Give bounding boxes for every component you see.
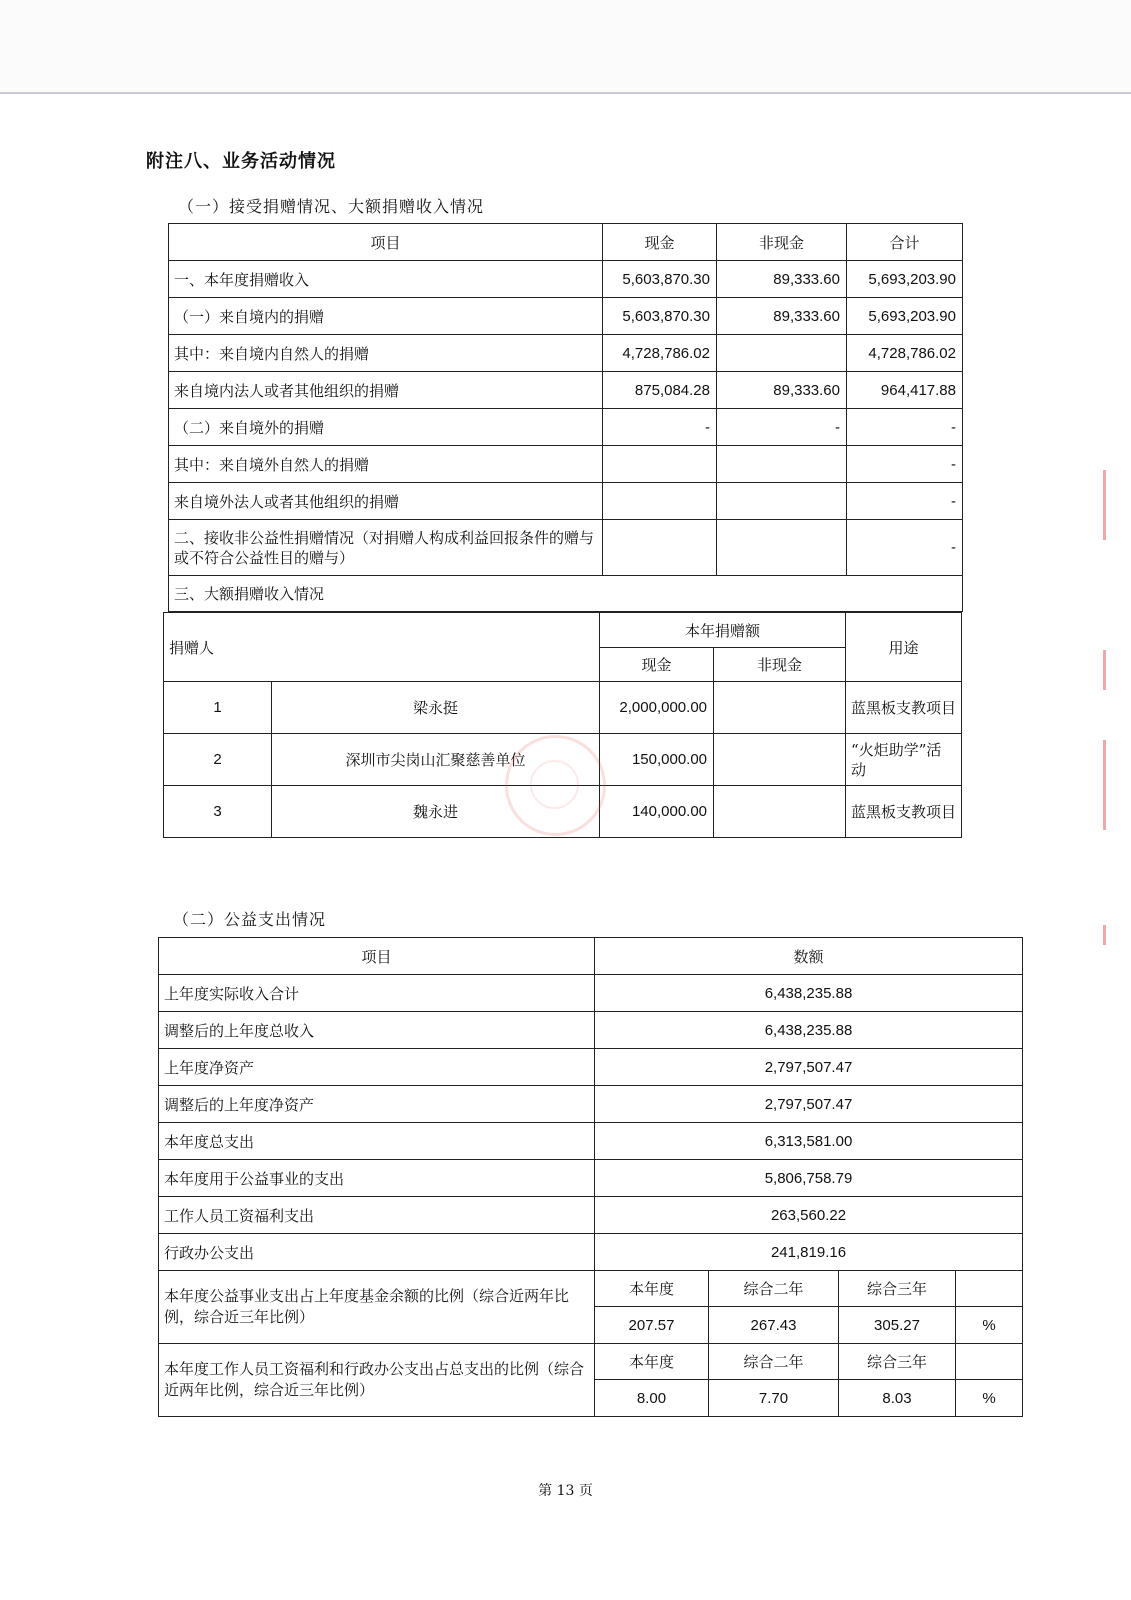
- row-cash: [603, 446, 717, 483]
- row-label: 其中：来自境内自然人的捐赠: [169, 335, 603, 372]
- row-value: 263,560.22: [595, 1197, 1023, 1234]
- row-label: 调整后的上年度总收入: [159, 1012, 595, 1049]
- ratio2-this-year: 8.00: [595, 1380, 709, 1417]
- donor-noncash: [714, 734, 846, 786]
- table-header-row: [169, 224, 963, 261]
- large-donation-title-row: [169, 576, 963, 612]
- row-label: 一、本年度捐赠收入: [169, 261, 603, 298]
- row-cash: -: [603, 409, 717, 446]
- table-row: [169, 409, 963, 446]
- row-value: 6,313,581.00: [595, 1123, 1023, 1160]
- ratio1-this-year: 207.57: [595, 1307, 709, 1344]
- table-header-row: [159, 938, 1023, 975]
- row-total: -: [847, 446, 963, 483]
- donor-name: 魏永进: [272, 786, 600, 838]
- table-row: [169, 446, 963, 483]
- row-label: 来自境内法人或者其他组织的捐赠: [169, 372, 603, 409]
- col-header-cash: 现金: [603, 224, 717, 261]
- donor-header: 捐赠人: [164, 613, 600, 682]
- row-noncash: -: [717, 409, 847, 446]
- ratio1-label: 本年度公益事业支出占上年度基金余额的比例（综合近两年比例，综合近三年比例）: [159, 1271, 595, 1344]
- row-total: -: [847, 409, 963, 446]
- purpose-header: 用途: [846, 613, 962, 682]
- row-label: （一）来自境内的捐赠: [169, 298, 603, 335]
- ratio2-unit: %: [956, 1380, 1023, 1417]
- row-noncash: [717, 446, 847, 483]
- donor-noncash: [714, 786, 846, 838]
- table-row: [159, 1049, 1023, 1086]
- row-value: 2,797,507.47: [595, 1086, 1023, 1123]
- row-value: 241,819.16: [595, 1234, 1023, 1271]
- donor-name: 深圳市尖岗山汇聚慈善单位: [272, 734, 600, 786]
- donation-table: [168, 223, 963, 612]
- row-label: 本年度总支出: [159, 1123, 595, 1160]
- table-row: [159, 1160, 1023, 1197]
- table-row: [159, 1123, 1023, 1160]
- ratio-col-three-year: 综合三年: [839, 1271, 956, 1307]
- row-label: （二）来自境外的捐赠: [169, 409, 603, 446]
- table-row: [159, 1086, 1023, 1123]
- ratio-col-two-year: 综合二年: [709, 1271, 839, 1307]
- table-row: [169, 298, 963, 335]
- row-value: 2,797,507.47: [595, 1049, 1023, 1086]
- donor-name: 梁永挺: [272, 682, 600, 734]
- expenditure-table: [158, 937, 1023, 1417]
- table-row: [159, 1234, 1023, 1271]
- ratio2-three-year: 8.03: [839, 1380, 956, 1417]
- seal-edge-mark: [1103, 925, 1106, 945]
- large-donation-title: 三、大额捐赠收入情况: [169, 576, 963, 612]
- section1-title: （一）接受捐赠情况、大额捐赠收入情况: [178, 197, 485, 216]
- table-row: [169, 261, 963, 298]
- ratio1-header-row: [159, 1271, 1023, 1307]
- seal-edge-mark: [1103, 650, 1106, 690]
- row-total: 964,417.88: [847, 372, 963, 409]
- ratio2-two-year: 7.70: [709, 1380, 839, 1417]
- row-label: 上年度实际收入合计: [159, 975, 595, 1012]
- ratio-col-this-year: 本年度: [595, 1344, 709, 1380]
- row-value: 6,438,235.88: [595, 1012, 1023, 1049]
- ratio1-unit: %: [956, 1307, 1023, 1344]
- row-noncash: 89,333.60: [717, 261, 847, 298]
- seal-edge-mark: [1103, 470, 1106, 540]
- row-value: 5,806,758.79: [595, 1160, 1023, 1197]
- row-label: 二、接收非公益性捐赠情况（对捐赠人构成利益回报条件的赠与或不符合公益性目的赠与）: [169, 520, 603, 576]
- donor-cash: 150,000.00: [600, 734, 714, 786]
- table-row: [169, 483, 963, 520]
- row-total: 5,693,203.90: [847, 298, 963, 335]
- donor-cash: 2,000,000.00: [600, 682, 714, 734]
- row-noncash: [717, 335, 847, 372]
- row-cash: 875,084.28: [603, 372, 717, 409]
- row-label: 其中：来自境外自然人的捐赠: [169, 446, 603, 483]
- col-header-amount: 数额: [595, 938, 1023, 975]
- donor-cash: 140,000.00: [600, 786, 714, 838]
- row-cash: [603, 520, 717, 576]
- ratio1-two-year: 267.43: [709, 1307, 839, 1344]
- page-heading: 附注八、业务活动情况: [146, 151, 336, 172]
- donor-row: [164, 682, 962, 734]
- page-top-border: [0, 92, 1131, 94]
- donor-purpose: 蓝黑板支教项目: [846, 786, 962, 838]
- row-label: 来自境外法人或者其他组织的捐赠: [169, 483, 603, 520]
- row-cash: 5,603,870.30: [603, 261, 717, 298]
- page-number: 第 13 页: [538, 1483, 593, 1499]
- row-noncash: [717, 520, 847, 576]
- row-label: 本年度用于公益事业的支出: [159, 1160, 595, 1197]
- faint-seal-stamp-inner: [530, 760, 579, 809]
- row-cash: [603, 483, 717, 520]
- row-label: 调整后的上年度净资产: [159, 1086, 595, 1123]
- row-noncash: [717, 483, 847, 520]
- section2-title: （二）公益支出情况: [173, 910, 327, 929]
- table-row: [159, 1197, 1023, 1234]
- col-header-item: 项目: [169, 224, 603, 261]
- row-total: -: [847, 483, 963, 520]
- ratio2-label: 本年度工作人员工资福利和行政办公支出占总支出的比例（综合近两年比例，综合近三年比例）: [159, 1344, 595, 1417]
- row-label: 行政办公支出: [159, 1234, 595, 1271]
- row-total: 4,728,786.02: [847, 335, 963, 372]
- row-cash: 4,728,786.02: [603, 335, 717, 372]
- row-label: 上年度净资产: [159, 1049, 595, 1086]
- row-total: -: [847, 520, 963, 576]
- table-row: [159, 1012, 1023, 1049]
- ratio-col-this-year: 本年度: [595, 1271, 709, 1307]
- seal-edge-mark: [1103, 740, 1106, 830]
- row-label: 工作人员工资福利支出: [159, 1197, 595, 1234]
- table-row: [159, 975, 1023, 1012]
- row-total: 5,693,203.90: [847, 261, 963, 298]
- table-row: [169, 520, 963, 576]
- row-noncash: 89,333.60: [717, 372, 847, 409]
- row-noncash: 89,333.60: [717, 298, 847, 335]
- donor-purpose: “火炬助学”活动: [846, 734, 962, 786]
- donor-number: 2: [164, 734, 272, 786]
- donor-number: 3: [164, 786, 272, 838]
- col-header-item: 项目: [159, 938, 595, 975]
- page-top-margin: [0, 0, 1131, 92]
- donor-noncash: [714, 682, 846, 734]
- noncash-header: 非现金: [714, 648, 846, 682]
- col-header-total: 合计: [847, 224, 963, 261]
- donor-number: 1: [164, 682, 272, 734]
- donor-purpose: 蓝黑板支教项目: [846, 682, 962, 734]
- cash-header: 现金: [600, 648, 714, 682]
- ratio-col-two-year: 综合二年: [709, 1344, 839, 1380]
- ratio1-three-year: 305.27: [839, 1307, 956, 1344]
- table-row: [169, 372, 963, 409]
- col-header-noncash: 非现金: [717, 224, 847, 261]
- row-cash: 5,603,870.30: [603, 298, 717, 335]
- table-row: [169, 335, 963, 372]
- ratio2-header-row: [159, 1344, 1023, 1380]
- ratio-col-three-year: 综合三年: [839, 1344, 956, 1380]
- row-value: 6,438,235.88: [595, 975, 1023, 1012]
- amount-header: 本年捐赠额: [600, 613, 846, 648]
